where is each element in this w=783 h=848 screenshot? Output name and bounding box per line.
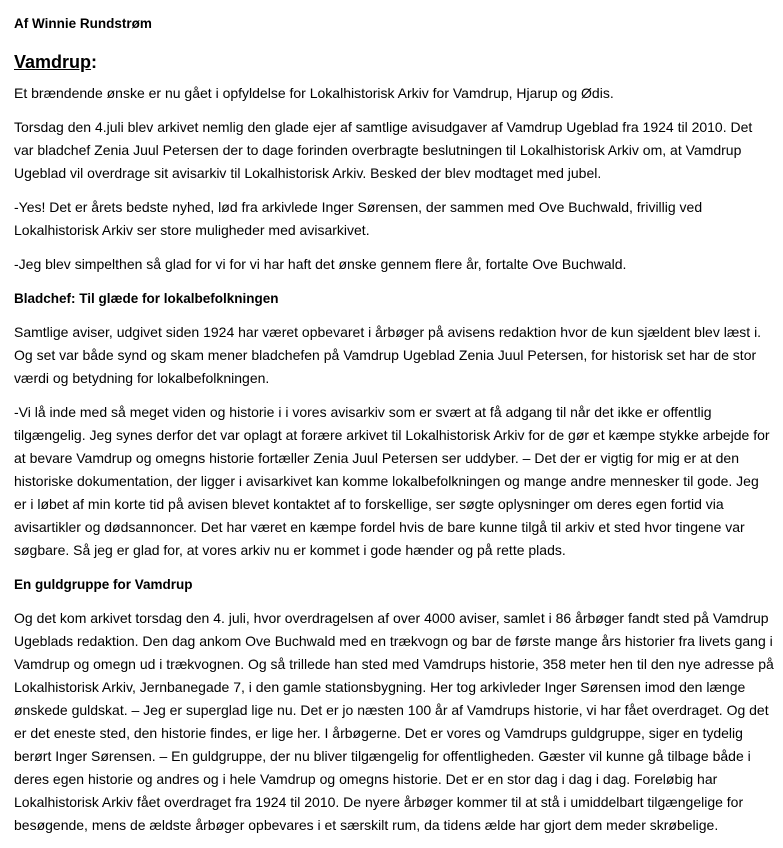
intro-paragraph-4: -Jeg blev simpelthen så glad for vi for vi har haft det ønske gennem flere år, fortalte Ove Buchwald.	[14, 256, 627, 272]
intro-paragraph-1: Et brændende ønske er nu gået i opfyldelse for Lokalhistorisk Arkiv for Vamdrup, Hjarup og Ødis.	[14, 85, 614, 101]
byline: Af Winnie Rundstrøm	[14, 16, 152, 31]
headline-place: Vamdrup	[14, 52, 92, 72]
section2-paragraph-1: Og det kom arkivet torsdag den 4. juli, hvor overdragelsen af over 4000 aviser, samlet i 86 årbøger fandt sted på Vamdrup Ugeblads redaktion. Den dag ankom Ove Buchwald med en trækvogn og bar de første mange års historier fra livets gang i Vamdrup og omegn ud i trækvognen. Og så trillede han sted med Vamdrups historie, 358 meter hen til den nye adresse på Lokalhistorisk Arkiv, Jernbanegade 7, i den gamle stationsbygning. Her tog arkivleder Inger Sørensen imod den længe ønskede guldskat. – Jeg er superglad lige nu. Det er jo næsten 100 år af Vamdrups historie, vi har fået overdraget. Og det er det eneste sted, den historie findes, er lige her. I årbøgerne. Det er vores og Vamdrups guldgruppe, siger en tydelig berørt Inger Sørensen. – En guldgruppe, der nu bliver tilgængelig for offentligheden. Gæster vil kunne gå tilbage både i deres egen historie og andres og i hele Vamdrup og omegns historie. Det er en stor dag i dag i dag. Foreløbig har Lokalhistorisk Arkiv fået overdraget fra 1924 til 2010. De nyere årbøger kommer til at stå i umiddelbart tilgængelige for besøgende, mens de ældste årbøger opbevares i et særskilt rum, da tidens ælde har gjort dem meder skrøbelige.	[14, 610, 774, 833]
section1-paragraph-2: -Vi lå inde med så meget viden og historie i i vores avisarkiv som er svært at få adgang til når det ikke er offentlig tilgængelig. Jeg synes derfor det var oplagt at forære arkivet til Lokalhistorisk Arkiv for de gør et kæmpe stykke arbejde for at bevare Vamdrup og omegns historie fortæller Zenia Juul Petersen ser uddyber. – Det der er vigtig for mig er at den historiske dokumentation, der ligger i avisarkivet kan komme lokalbefolkningen og mange andre mennesker til gode. Jeg er i løbet af min korte tid på avisen blevet kontaktet af to forskellige, ser søgte oplysninger om deres egen fortid via avisartikler og dødsannoncer. Det har været en kæmpe fordel hvis de bare kunne tilgå til arkiv et sted hvor tingene var søgbare. Så jeg er glad for, at vores arkiv nu er kommet i gode hænder og på rette plads.	[14, 404, 770, 558]
section1-paragraph-1: Samtlige aviser, udgivet siden 1924 har været opbevaret i årbøger på avisens redaktion hvor de kun sjældent blev læst i. Og set var både synd og skam mener bladchefen på Vamdrup Ugeblad Zenia Juul Petersen, for historisk set har de stor værdi og betydning for lokalbefolkningen.	[14, 324, 762, 386]
section-heading-bladchef: Bladchef: Til glæde for lokalbefolkningen	[14, 291, 279, 306]
article-headline	[14, 50, 774, 74]
document-page	[14, 12, 774, 848]
headline-colon: :	[91, 52, 98, 72]
intro-paragraph-3: -Yes! Det er årets bedste nyhed, lød fra arkivlede Inger Sørensen, der sammen med Ove Buchwald, frivillig ved Lokalhistorisk Arkiv ser store muligheder med avisarkivet.	[14, 199, 703, 238]
section-heading-guldgruppe: En guldgruppe for Vamdrup	[14, 577, 193, 592]
intro-paragraph-2: Torsdag den 4.juli blev arkivet nemlig den glade ejer af samtlige avisudgaver af Vamdrup Ugeblad fra 1924 til 2010. Det var bladchef Zenia Juul Petersen der to dage forinden overbragte beslutningen til Lokalhistorisk Arkiv om, at Vamdrup Ugeblad vil overdrage sit avisarkiv til Lokalhistorisk Arkiv. Besked der blev modtaget med jubel.	[14, 119, 753, 181]
